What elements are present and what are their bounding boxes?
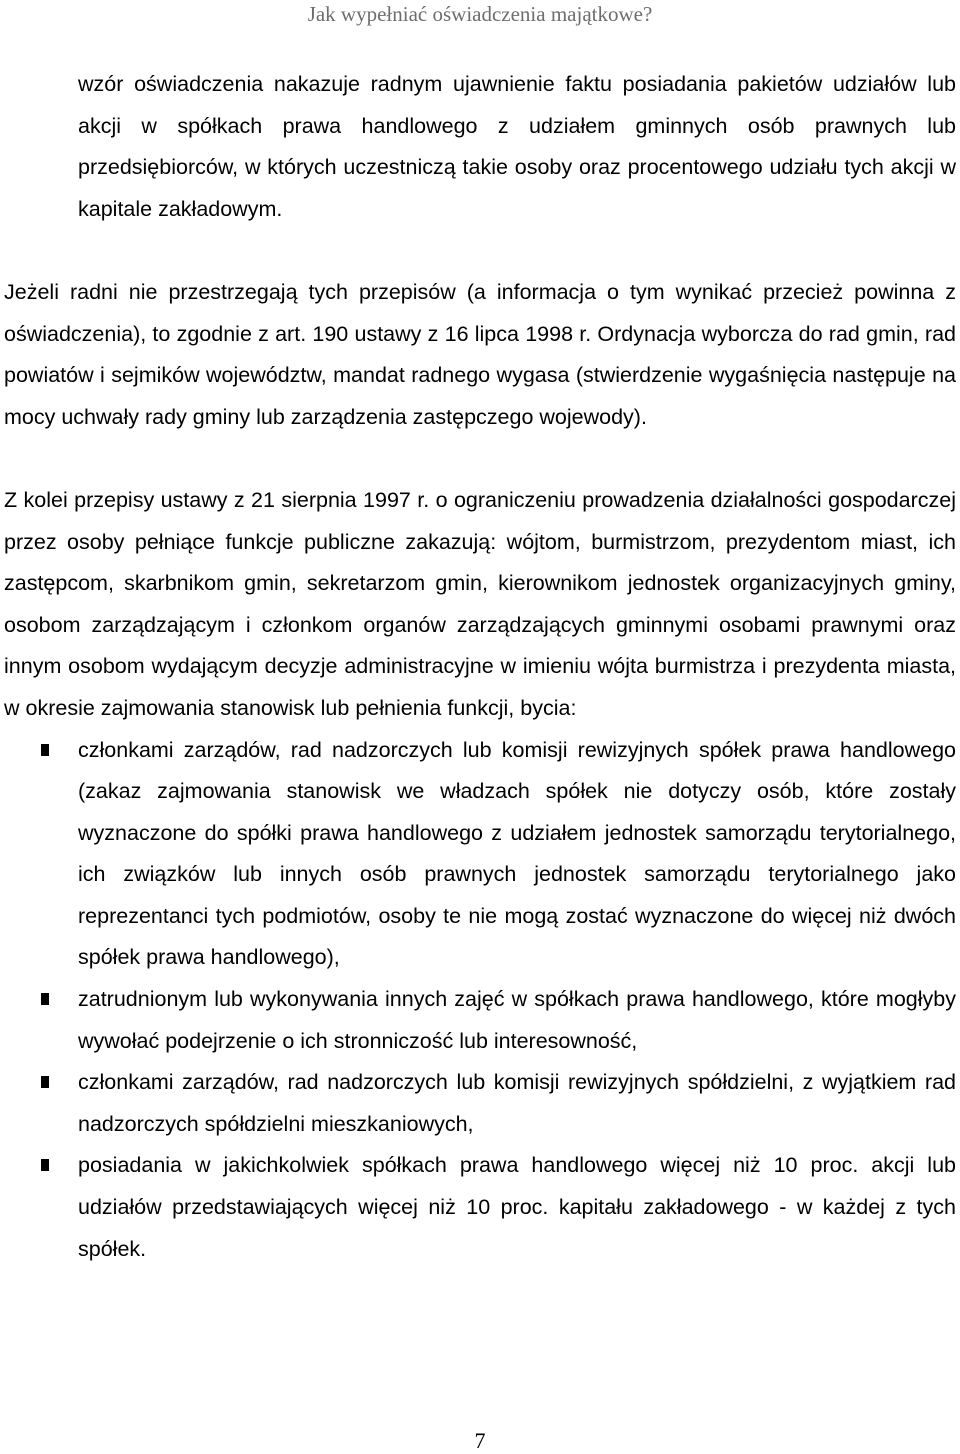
list-item-text: członkami zarządów, rad nadzorczych lub komisji rewizyjnych spółdzielni, z wyjątkiem rad nadzorczych spółdzielni mieszkaniowych, [78, 1070, 956, 1136]
list-item [4, 730, 956, 980]
list-item-text: zatrudnionym lub wykonywania innych zajęć w spółkach prawa handlowego, które mogłyby wywołać podejrzenie o ich stronniczość lub interesowność, [78, 987, 956, 1053]
list-item [4, 1145, 956, 1270]
document-body [4, 64, 956, 1270]
page-number: 7 [474, 1428, 486, 1453]
paragraph-continuation: wzór oświadczenia nakazuje radnym ujawnienie faktu posiadania pakietów udziałów lub akcji w spółkach prawa handlowego z udziałem gminnych osób prawnych lub przedsiębiorców, w których uczestniczą takie osoby oraz procentowego udziału tych akcji w kapitale zakładowym. [78, 72, 956, 221]
list-item [4, 1062, 956, 1145]
list-item [4, 979, 956, 1062]
list-item-text: posiadania w jakichkolwiek spółkach prawa handlowego więcej niż 10 proc. akcji lub udziałów przedstawiających więcej niż 10 proc. kapitału zakładowego - w każdej z tych spółek. [78, 1153, 956, 1261]
list-item-text: członkami zarządów, rad nadzorczych lub komisji rewizyjnych spółek prawa handlowego (zakaz zajmowania stanowisk we władzach spółek nie dotyczy osób, które zostały wyznaczone do spółki prawa handlowego z udziałem jednostek samorządu terytorialnego, ich związków lub innych osób prawnych jednostek samorządu terytorialnego jako reprezentanci tych podmiotów, osoby te nie mogą zostać wyznaczone do więcej niż dwóch spółek prawa handlowego), [78, 737, 956, 970]
square-bullet-icon [41, 1159, 49, 1171]
square-bullet-icon [41, 744, 49, 756]
square-bullet-icon [41, 993, 49, 1005]
square-bullet-icon [41, 1076, 49, 1088]
prohibitions-list [4, 730, 956, 1271]
paragraph-mandate-expiry: Jeżeli radni nie przestrzegają tych przepisów (a informacja o tym wynikać przecież powinna z oświadczenia), to zgodnie z art. 190 ustawy z 16 lipca 1998 r. Ordynacja wyborcza do rad gmin, rad powiatów i sejmików województw, mandat radnego wygasa (stwierdzenie wygaśnięcia następuje na mocy uchwały rady gminy lub zarządzenia zastępczego wojewody). [4, 279, 956, 429]
running-header: Jak wypełniać oświadczenia majątkowe? [307, 2, 653, 26]
paragraph-prohibitions-intro: Z kolei przepisy ustawy z 21 sierpnia 1997 r. o ograniczeniu prowadzenia działalności gospodarczej przez osoby pełniące funkcje publiczne zakazują: wójtom, burmistrzom, prezydentom miast, ich zastępcom, skarbnikom gmin, sekretarzom gmin, kierownikom jednostek organizacyjnych gminy, osobom zarządzającym i członkom organów zarządzających gminnymi osobami prawnymi oraz innym osobom wydającym decyzje administracyjne w imieniu wójta burmistrza i prezydenta miasta, w okresie zajmowania stanowisk lub pełnienia funkcji, bycia: [4, 487, 956, 720]
